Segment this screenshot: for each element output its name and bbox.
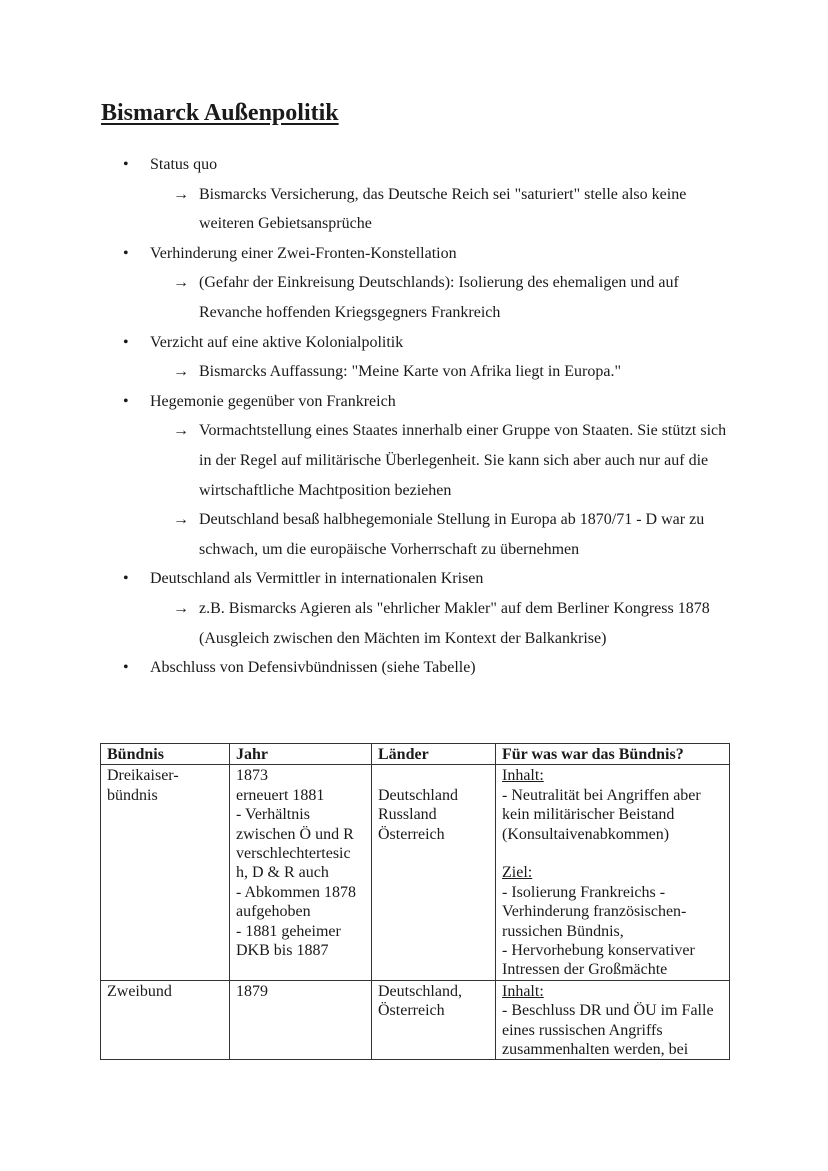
bullet-item <box>0 328 828 358</box>
bullet-text: Abschluss von Defensivbündnissen (siehe Tabelle) <box>150 659 476 677</box>
sub-note-text: Vormachtstellung eines Staates innerhalb einer Gruppe von Staaten. Sie stützt sich in der Regel auf militärische Überlegenheit. Sie kann sich aber auch nur auf die wirtschaftliche Machtposition beziehen <box>199 422 727 499</box>
cell-jahr: 1873 erneuert 1881 - Verhältnis zwischen Ö und R verschlechtertesic h, D & R auch - Abkommen 1878 aufgehoben - 1881 geheimer DKB bis 1887 <box>230 765 372 980</box>
arrow-right-icon: → <box>173 599 189 617</box>
bullet-item <box>0 150 828 180</box>
alliance-table <box>100 743 730 1060</box>
bullet-dot-icon: • <box>123 156 129 173</box>
arrow-right-icon: → <box>173 511 189 529</box>
bullet-dot-icon: • <box>123 244 129 262</box>
bullet-item <box>0 653 828 683</box>
arrow-right-icon: → <box>173 274 189 292</box>
table-row <box>101 980 730 1060</box>
sub-note-text: Deutschland besaß halbhegemoniale Stellung in Europa ab 1870/71 - D war zu schwach, um die europäische Vorherrschaft zu übernehmen <box>199 511 705 558</box>
arrow-right-icon: → <box>173 185 189 203</box>
sub-note <box>0 416 828 505</box>
page-title: Bismarck Außenpolitik <box>101 100 339 126</box>
bullet-item <box>0 387 828 417</box>
cell-jahr: 1879 <box>230 980 372 1060</box>
arrow-right-icon: → <box>173 422 189 440</box>
cell-buendnis: Dreikaiser- bündnis <box>101 765 230 980</box>
sub-note-text: (Gefahr der Einkreisung Deutschlands): Isolierung des ehemaligen und auf Revanche hoffenden Kriegsgegners Frankreich <box>199 274 679 321</box>
bullet-dot-icon: • <box>123 570 129 588</box>
bullet-dot-icon: • <box>123 392 129 410</box>
sub-note <box>0 357 828 387</box>
bullet-text: Verhinderung einer Zwei-Fronten-Konstellation <box>150 244 457 262</box>
column-header-laender: Länder <box>372 744 496 765</box>
bullet-dot-icon: • <box>123 333 129 351</box>
arrow-right-icon: → <box>173 363 189 381</box>
cell-laender: Deutschland, Österreich <box>372 980 496 1060</box>
ziel-label: Ziel: <box>502 864 533 882</box>
bullet-outline <box>0 150 828 683</box>
cell-laender: Deutschland Russland Österreich <box>372 765 496 980</box>
table-row <box>101 765 730 980</box>
inhalt-label: Inhalt: <box>502 767 544 785</box>
bullet-item <box>0 239 828 269</box>
sub-note <box>0 505 828 564</box>
sub-note-text: Bismarcks Auffassung: "Meine Karte von Afrika liegt in Europa." <box>199 363 622 381</box>
sub-note <box>0 594 828 653</box>
sub-note <box>0 180 828 239</box>
bullet-text: Deutschland als Vermittler in internationalen Krisen <box>150 570 484 588</box>
sub-note-text: z.B. Bismarcks Agieren als "ehrlicher Makler" auf dem Berliner Kongress 1878 (Ausgleich zwischen den Mächten im Kontext der Balkankrise) <box>199 599 710 647</box>
sub-note <box>0 268 828 327</box>
cell-zweck: Inhalt: - Beschluss DR und ÖU im Falle eines russischen Angriffs zusammenhalten werden, bei <box>496 980 730 1060</box>
cell-zweck: Inhalt: - Neutralität bei Angriffen aber kein militärischer Beistand (Konsultaivenabkommen) Ziel: - Isolierung Frankreichs - Verhinderung französischen- russichen Bündnis, - Hervorhebung konservativer Intressen der Großmächte <box>496 765 730 980</box>
inhalt-label: Inhalt: <box>502 982 544 1000</box>
bullet-text: Status quo <box>150 156 218 173</box>
cell-buendnis: Zweibund <box>101 980 230 1060</box>
sub-note-text: Bismarcks Versicherung, das Deutsche Reich sei "saturiert" stelle also keine weiteren Gebietsansprüche <box>199 185 687 233</box>
column-header-jahr: Jahr <box>230 744 372 765</box>
column-header-buendnis: Bündnis <box>101 744 230 765</box>
bullet-text: Verzicht auf eine aktive Kolonialpolitik <box>150 333 404 351</box>
bullet-dot-icon: • <box>123 659 129 677</box>
column-header-zweck: Für was war das Bündnis? <box>496 744 730 765</box>
bullet-item <box>0 564 828 594</box>
bullet-text: Hegemonie gegenüber von Frankreich <box>150 392 396 410</box>
table-header-row <box>101 744 730 765</box>
